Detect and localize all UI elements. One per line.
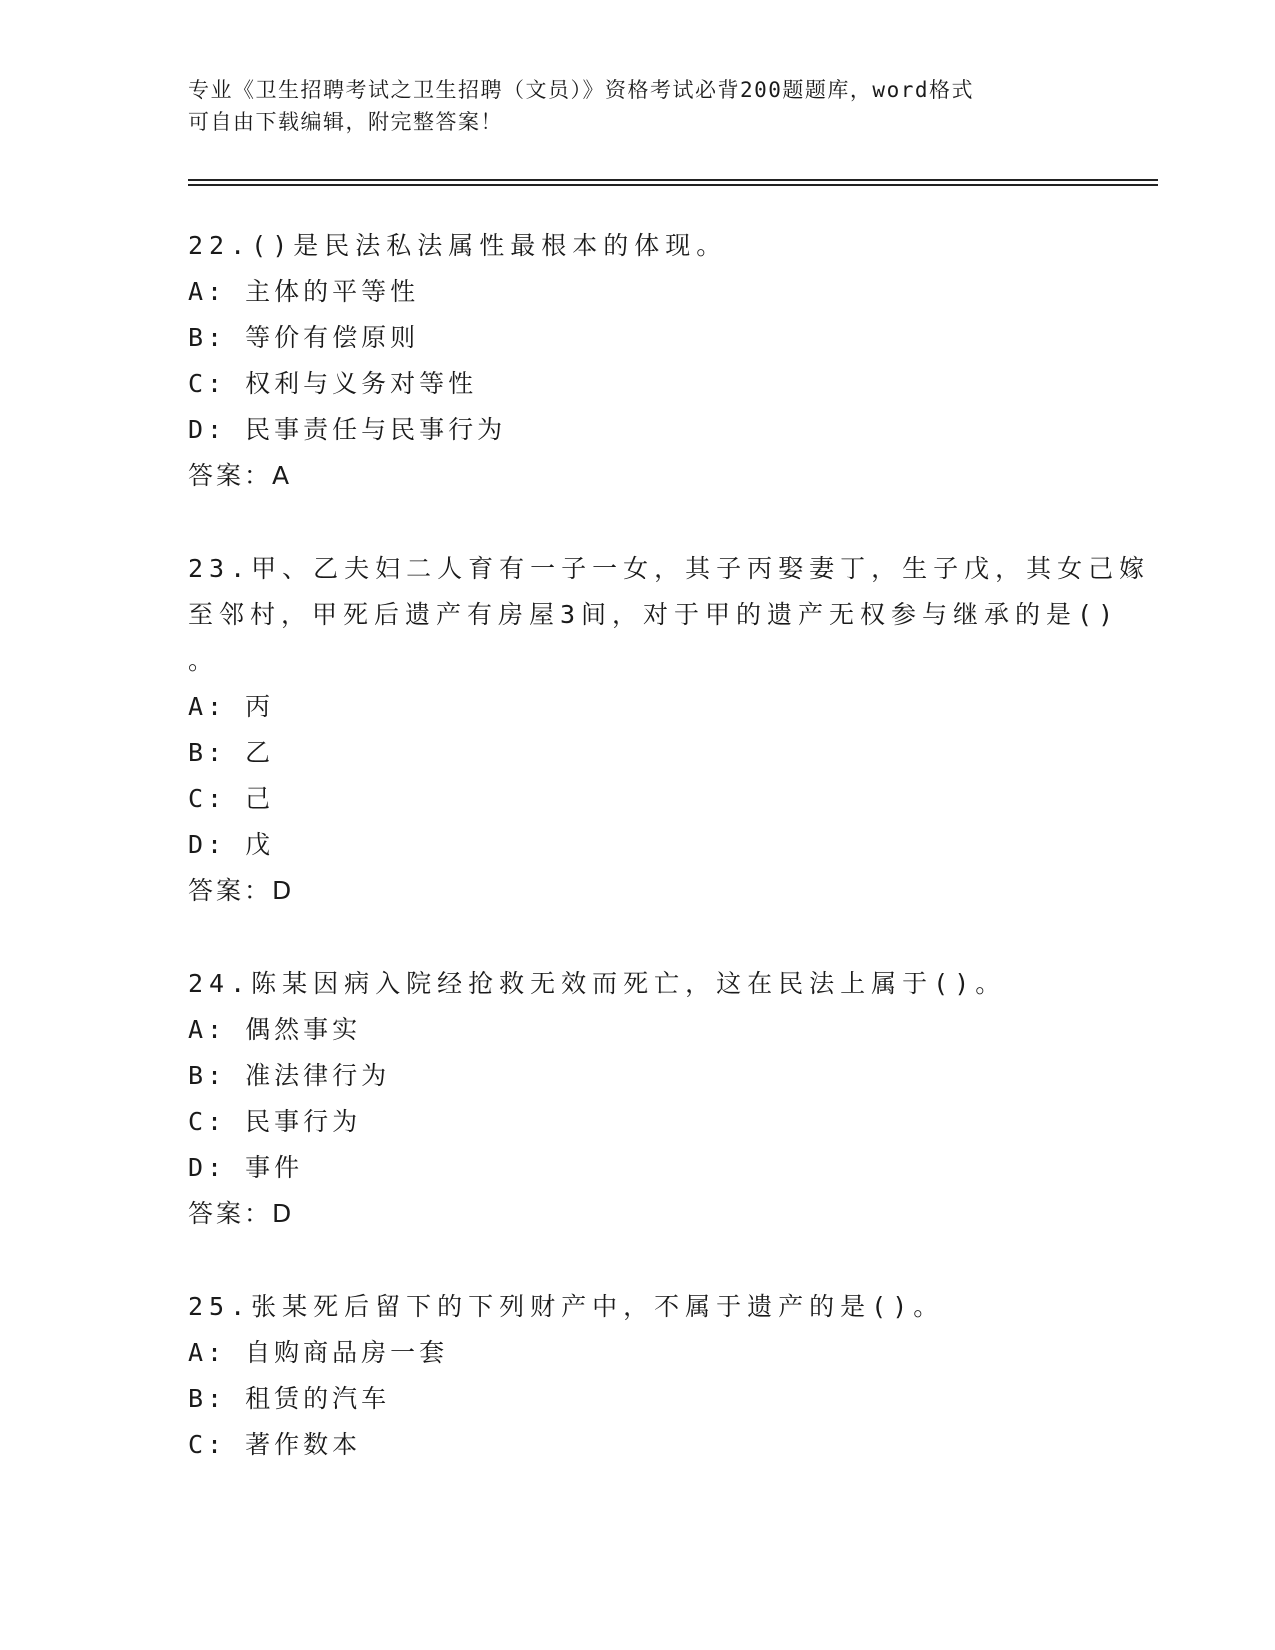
option-d: D: 戊 [188, 830, 275, 859]
option-b: B: 乙 [188, 738, 275, 767]
question-stem [188, 1284, 1088, 1330]
question-23 [188, 546, 1151, 914]
header-line-2: 可自由下载编辑，附完整答案！ [188, 110, 503, 134]
option-c: C: 己 [188, 784, 275, 813]
question-24 [188, 961, 1088, 1237]
header-divider-top [188, 179, 1158, 181]
option-a: A: 偶然事实 [188, 1015, 362, 1044]
option-a: A: 主体的平等性 [188, 277, 420, 306]
option-b: B: 等价有偿原则 [188, 323, 420, 352]
option-d: D: 民事责任与民事行为 [188, 415, 507, 444]
option-c: C: 著作数本 [188, 1430, 362, 1459]
answer: 答案：A [188, 461, 293, 490]
option-a: A: 自购商品房一套 [188, 1338, 449, 1367]
stem-line: 至邻村，甲死后遗产有房屋3间，对于甲的遗产无权参与继承的是() [188, 600, 1120, 629]
question-stem [188, 223, 1088, 269]
option-b: B: 准法律行为 [188, 1061, 391, 1090]
option-c: C: 权利与义务对等性 [188, 369, 478, 398]
question-stem [188, 546, 1151, 684]
stem-line: 25.张某死后留下的下列财产中，不属于遗产的是()。 [188, 1292, 945, 1321]
stem-line: 23.甲、乙夫妇二人育有一子一女，其子丙娶妻丁，生子戊，其女己嫁 [188, 554, 1151, 583]
document-header [188, 74, 1088, 138]
header-divider-bottom [188, 184, 1158, 186]
option-b: B: 租赁的汽车 [188, 1384, 391, 1413]
option-a: A: 丙 [188, 692, 275, 721]
option-c: C: 民事行为 [188, 1107, 362, 1136]
stem-line: 。 [188, 646, 220, 675]
question-25 [188, 1284, 1088, 1468]
header-line-1: 专业《卫生招聘考试之卫生招聘（文员）》资格考试必背200题题库，word格式 [188, 78, 974, 102]
answer: 答案：D [188, 1199, 295, 1228]
stem-line: 24.陈某因病入院经抢救无效而死亡，这在民法上属于()。 [188, 969, 1007, 998]
question-22 [188, 223, 1088, 499]
answer: 答案：D [188, 876, 295, 905]
question-stem [188, 961, 1088, 1007]
stem-line: 22.()是民法私法属性最根本的体现。 [188, 231, 728, 260]
option-d: D: 事件 [188, 1153, 304, 1182]
